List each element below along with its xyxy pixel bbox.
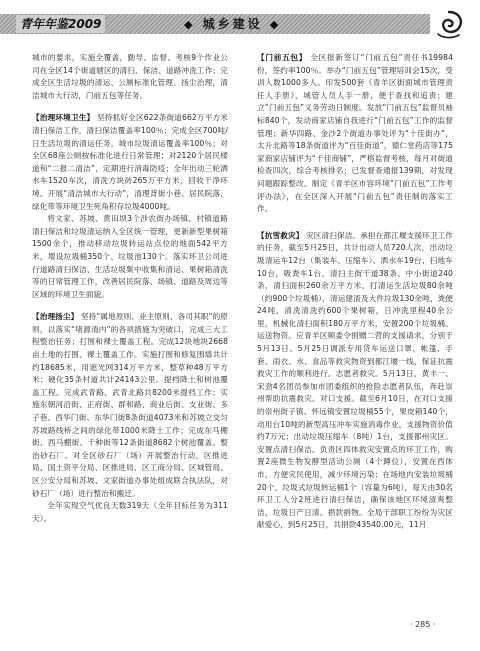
diamond-icon-right: ◆	[269, 18, 282, 31]
five-responsibilities-section	[257, 52, 453, 216]
intro-paragraph: 城市的要求，实施全覆盖，勤导、监督、考核9个作业公司在全区14个街道辖区的清扫、保洁、道路冲洗工作；完成全区生活垃圾的清运、公厕标准化管理、扬尘治理，清洁城市大行动，门前五包等任务。	[32, 53, 228, 100]
environment-text-2: 将文家、苏坡、黄田坝3个涉农街办场镇、村镇道路清扫保洁和垃圾清运纳入全区统一管理，更新新型果树箱1500余个，推动移动垃圾转运站点位的地面542平方米，增设垃圾桶350个、垃圾池130个。落实环卫公司进行道路清扫保洁、生活垃圾集中收集和清运、果树箱清洗等的日常管理工作，改善居民院落、场镇、道路及周边等区域的环境卫生面貌。	[32, 214, 228, 299]
disaster-relief-text: 灾区清扫保洁。承担在都江堰支援环卫工作的任务，截至5月25日，共计出动人员720人次，出动垃圾清运车12台（集装车、压缩车）、洒水车19台、扫地车10台，吸粪车1台，清扫主街干道38条、中小街道240条，清扫面积260余万平方米，打清运生活垃圾80余吨（约900个垃圾桶），清运建渣及大件垃圾130余吨、粪便24吨，清洗清洗约600个果树箱，日冲洗里程40余公里，机械化清扫面积180万平方米，安置200个垃圾桶。运送物资。应青羊区频委令捐赠二营的支援请求，分别于5月13日、5月25日调派专用货车运送口罩、帐篷、手套、雨衣、水、食品等救灾物资到都江堰一线，保证抗震救灾工作的顺利进行。志愿者救灾。5月13日，黄丰一、宋劲4名团员参加市团委组织的抢险志愿者队伍，奔赴崇州帮助抗震救灾。对口支援。截至6月10日，在对口支援的崇州街子镇、怀远镇安置垃圾桶55个，果皮箱140个，动用台10吨的新型高压冲车实施消毒作业，支援物资价值约7万元；出动垃圾压缩车（8吨）1台，支援都州灾区。安置点清扫保洁。负责区四体救灾安置点的环卫工作，购置2座微生物发酵型活动公厕（4个蹲位），安置在西体市，方便灾民使用，减少环境污染；在场地内安装垃圾桶20个、垃圾式垃圾转运桶1个（容量为6吨），每天由30名环卫工人分2班进行清扫保洁，确保该地区环境清爽整洁，垃圾日产日清。捐款捐物。全局干部职工纷纷为灾区献爱心，到5月25日，共捐款43540.00元，11月	[257, 230, 453, 530]
environment-section	[32, 112, 228, 213]
swirl-logo-icon	[432, 8, 466, 40]
diamond-icon-left: ◆	[184, 18, 196, 31]
page-number: · 285 ·	[410, 620, 436, 629]
dust-text-1: 坚持“属地原则、业主原则、各司其职”的原则，以落实“堵源清内”的各项措施为突破口，完成三大工程整治任务；打围和裸土覆盖工程。完成12块地块2668亩土地的打围、裸土覆盖工作。实施打围和修复围墙共计约18685米，用遮光网314万平方米，整草种48万平方米；硬化35条村道共计24143公里。提档降土和树池覆盖工程。完成武青路、武青北路共8200米提档工作；实施东朝河沿街、正府街、群和路、商业后街、支业街、多子巷、西华门街、东华门街8条街道4073米和苏坡立交匀苏坡路线桥之间的绿化带1000米降土工作；完成东马棚街、西马棚街、千种街等12条街道8682个树池覆盖。整治砂石厂。对全区砂石厂（场）开展整治行动，区推进局、国土资平分局、区推进局、区工商分局、区城管局、区公安分局和苏坡、文家街道办事处组成联合执法队，对砂石厂（场）进行整治和搬迁。	[32, 312, 228, 498]
section-tag-dust: 【治理扬尘】	[32, 312, 79, 322]
section-tag-five-responsibilities: 【门前五包】	[257, 53, 308, 62]
dust-section	[32, 311, 228, 500]
right-column	[257, 52, 453, 532]
five-responsibilities-text: 全区报新签订“门前五包”责任书19984份，签约率100％。举办“门前五包”管理培训会15次，受训人数1000多人。印发500套《青羊区街面城市管理责任人手册》，城管人员人手一册，便于查找和追责；建立“门前五包”义务劳动日制度。发放“门前五包”监督员袖标840个，发动商家店铺自我进行“门前五包”工作的监督管理；新华四路、金沙2个街道办事处评为“十佳街办”，太升北路等18条街道评为“百佳街道”，德仁堂药店等175家商家店铺评为“千佳商铺”，严格监督考核，每月对街道检查四次，综合考核排名；已发督查通报139期，对发现问题跟踪整改。制定《青羊区市容环境“门前五包”工作考评办法》，在全区深入开展“门前五包”责任制的落实工作。	[257, 53, 453, 214]
section-title-wrap	[184, 15, 281, 34]
section-tag-environment: 【治理环境卫生】	[32, 113, 95, 123]
environment-text-1: 坚持抓好全区622条街道662万平方米清扫保洁工作，清扫保洁覆盖率100％；完成全区700吨/日生活垃圾的清运任务，城市垃圾清运覆盖率100％；对全区68座公厕按标准化进行日常管理；对2120个居民楼道和“二报二清洁”，定期进行消毒防疫；全年出动三轮洒水车1520车次，清洗方块砖265万平方米，回收干净环境。开展“清洁城市大行动”，清理背街小巷、居民院落、绿化带等环境卫生死角积存垃圾4000吨。	[32, 113, 228, 211]
page-header	[0, 0, 480, 46]
dust-text-2: 全年实现空气优良天数319天（全年目标任务为311天）。	[32, 501, 228, 523]
left-column	[32, 52, 228, 525]
disaster-relief-section	[257, 230, 453, 532]
yearbook-title: 青年年鉴2009	[16, 15, 105, 33]
section-tag-disaster-relief: 【抗雪救灾】	[257, 230, 304, 240]
section-title: 城乡建设	[202, 17, 263, 31]
